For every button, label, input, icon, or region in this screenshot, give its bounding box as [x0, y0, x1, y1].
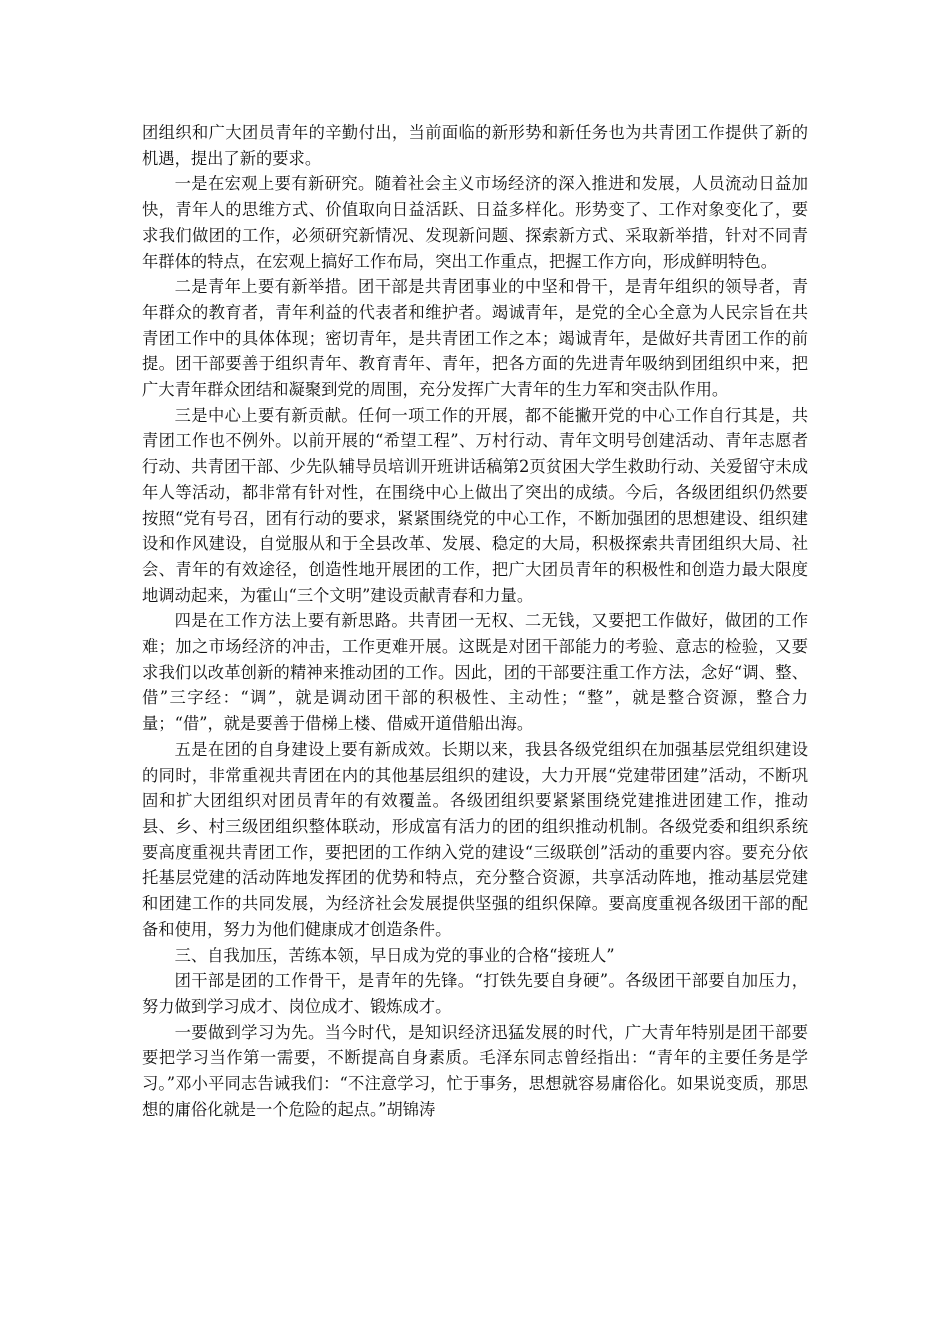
- paragraph-self-building: 五是在团的自身建设上要有新成效。长期以来，我县各级党组织在加强基层党组织建设的同时，非常重视共青团在内的其他基层组织的建设，大力开展“党建带团建”活动，不断巩固和扩大团组织对团员青年的有效覆盖。各级团组织要紧紧围绕党建推进团建工作，推动县、乡、村三级团组织整体联动，形成富有活力的团的组织推动机制。各级党委和组织系统要高度重视共青团工作，要把团的工作纳入党的建设“三级联创”活动的重要内容。要充分依托基层党建的活动阵地发挥团的优势和特点，充分整合资源，共享活动阵地，推动基层党建和团建工作的共同发展，为经济社会发展提供坚强的组织保障。要高度重视各级团干部的配备和使用，努力为他们健康成才创造条件。: [142, 739, 808, 939]
- paragraph-new-contribution: 三是中心上要有新贡献。任何一项工作的开展，都不能撇开党的中心工作自行其是，共青团工作也不例外。以前开展的“希望工程”、万村行动、青年文明号创建活动、青年志愿者行动、共青团干部、少先队辅导员培训开班讲话稿第2页贫困大学生救助行动、关爱留守未成年人等活动，都非常有针对性，在围绕中心上做出了突出的成绩。今后，各级团组织仍然要按照“党有号召，团有行动的要求，紧紧围绕党的中心工作，不断加强团的思想建设、组织建设和作风建设，自觉服从和于全县改革、发展、稳定的大局，积极探索共青团组织大局、社会、青年的有效途径，创造性地开展团的工作，把广大团员青年的积极性和创造力最大限度地调动起来，为霍山“三个文明”建设贡献青春和力量。: [142, 405, 808, 605]
- paragraph-cadre-backbone: 团干部是团的工作骨干，是青年的先锋。“打铁先要自身硬”。各级团干部要自加压力，努力做到学习成才、岗位成才、锻炼成才。: [142, 971, 808, 1016]
- paragraph-macro-research: 一是在宏观上要有新研究。随着社会主义市场经济的深入推进和发展，人员流动日益加快，青年人的思维方式、价值取向日益活跃、日益多样化。形势变了、工作对象变化了，要求我们做团的工作，必须研究新情况、发现新问题、探索新方式、采取新举措，针对不同青年群体的特点，在宏观上搞好工作布局，突出工作重点，把握工作方向，形成鲜明特色。: [142, 174, 808, 271]
- paragraph-new-methods: 四是在工作方法上要有新思路。共青团一无权、二无钱，又要把工作做好，做团的工作难；加之市场经济的冲击，工作更难开展。这既是对团干部能力的考验、意志的检验，又要求我们以改革创新的精神来推动团的工作。因此，团的干部要注重工作方法，念好“调、整、借”三字经：“调”，就是调动团干部的积极性、主动性；“整”，就是整合资源，整合力量；“借”，就是要善于借梯上楼、借威开道借船出海。: [142, 611, 808, 734]
- paragraph-learning-first: 一要做到学习为先。当今时代，是知识经济迅猛发展的时代，广大青年特别是团干部要要把学习当作第一需要，不断提高自身素质。毛泽东同志曾经指出：“青年的主要任务是学习。”邓小平同志告诫我们：“不注意学习，忙于事务，思想就容易庸俗化。如果说变质，那思想的庸俗化就是一个危险的起点。”胡锦涛: [142, 1022, 808, 1119]
- document-body: [142, 120, 808, 1122]
- paragraph-continuation: 团组织和广大团员青年的辛勤付出，当前面临的新形势和新任务也为共青团工作提供了新的机遇，提出了新的要求。: [142, 123, 808, 168]
- paragraph-new-measures: 二是青年上要有新举措。团干部是共青团事业的中坚和骨干，是青年组织的领导者，青年群众的教育者，青年利益的代表者和维护者。竭诚青年，是党的全心全意为人民宗旨在共青团工作中的具体体现；密切青年，是共青团工作之本；竭诚青年，是做好共青团工作的前提。团干部要善于组织青年、教育青年、青年，把各方面的先进青年吸纳到团组织中来，把广大青年群众团结和凝聚到党的周围，充分发挥广大青年的生力军和突击队作用。: [142, 277, 808, 400]
- section-heading-three: 三、自我加压，苦练本领，早日成为党的事业的合格“接班人”: [174, 945, 615, 965]
